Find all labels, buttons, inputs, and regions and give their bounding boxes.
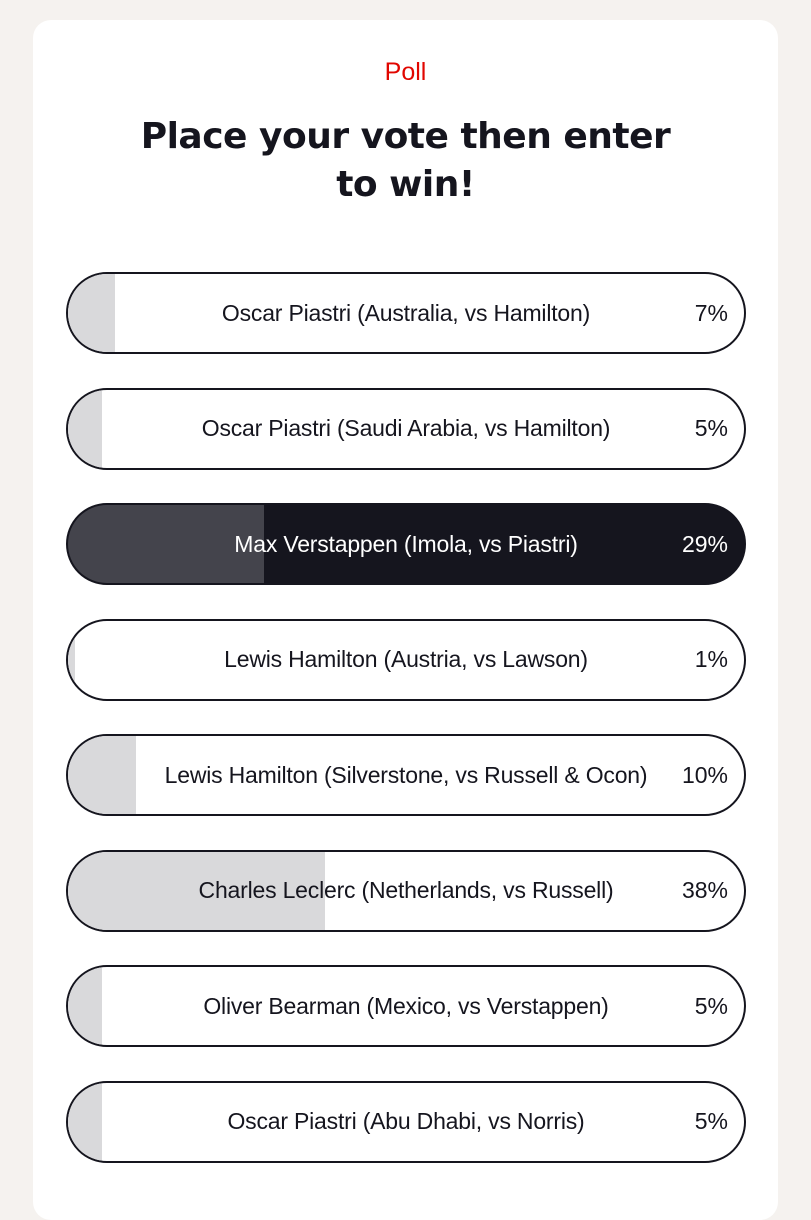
option-label: Lewis Hamilton (Silverstone, vs Russell & Ocon) (164, 761, 648, 788)
poll-title-line-1: Place your vote then enter (140, 116, 671, 157)
option-label: Oscar Piastri (Australia, vs Hamilton) (221, 299, 591, 326)
option-percent: 5% (694, 992, 728, 1019)
option-percent: 38% (681, 877, 728, 903)
poll-kicker: Poll (384, 58, 427, 86)
option-label: Lewis Hamilton (Austria, vs Lawson) (224, 646, 588, 672)
option-percent: 10% (681, 761, 728, 788)
poll-option-selected[interactable] (66, 503, 746, 585)
poll-option[interactable] (66, 272, 746, 354)
poll-title-line-2: to win! (336, 164, 475, 205)
poll-option[interactable] (66, 850, 746, 932)
option-percent: 1% (694, 646, 728, 672)
poll-options (66, 272, 746, 1196)
option-percent: 5% (694, 415, 728, 441)
poll-title (0, 113, 811, 209)
poll-option[interactable] (66, 619, 746, 701)
option-percent: 7% (694, 299, 728, 326)
option-label: Charles Leclerc (Netherlands, vs Russell) (198, 877, 614, 903)
poll-option[interactable] (66, 388, 746, 470)
poll-option[interactable] (66, 965, 746, 1047)
option-label: Oscar Piastri (Saudi Arabia, vs Hamilton) (201, 415, 611, 441)
option-label: Max Verstappen (Imola, vs Piastri) (234, 530, 578, 557)
poll-option[interactable] (66, 1081, 746, 1163)
option-percent: 5% (694, 1108, 728, 1134)
option-label: Oliver Bearman (Mexico, vs Verstappen) (203, 992, 609, 1019)
option-percent: 29% (681, 530, 728, 557)
poll-option[interactable] (66, 734, 746, 816)
option-label: Oscar Piastri (Abu Dhabi, vs Norris) (227, 1108, 585, 1134)
